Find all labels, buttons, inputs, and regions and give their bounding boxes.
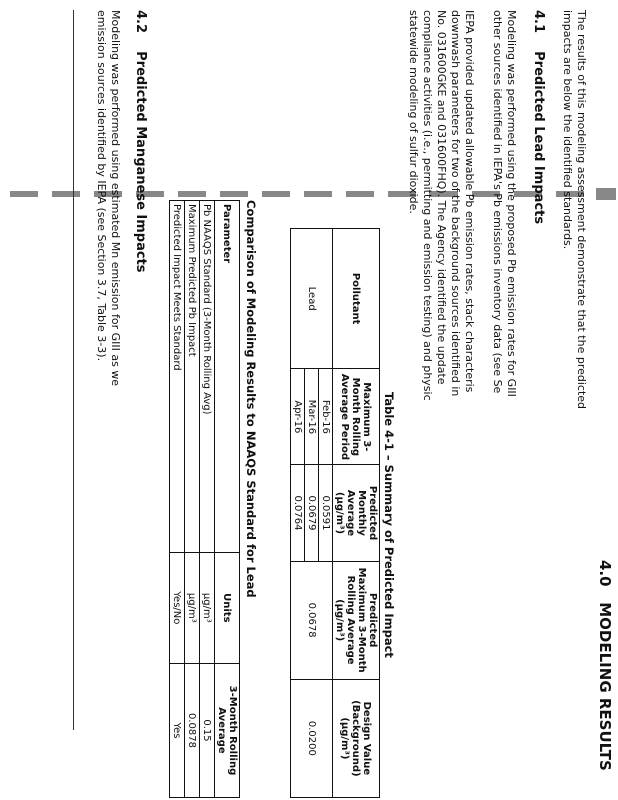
sec41-para2-line-1: IEPA provided updated allowable Pb emission rates, stack characteris: [463, 10, 476, 393]
value-cell: 0.0878: [185, 663, 200, 797]
section-heading: 4.0 MODELING RESULTS: [596, 560, 614, 771]
naaqs-comparison-table: [169, 200, 240, 798]
parameter-cell: Maximum Predicted Pb Impact: [185, 201, 200, 553]
parameter-cell: Predicted Impact Meets Standard: [170, 201, 185, 553]
max3-header: Maximum 3-Month Rolling Average Period: [333, 369, 380, 465]
predicted-impacts-table: [290, 228, 380, 798]
sec41-para2-line-4: compliance activities (i.e., permitting and emission testing) and physic: [421, 10, 434, 401]
pollutant-cell: Lead: [291, 229, 333, 369]
predmax-header: Predicted Maximum 3-Month Rolling Average (µg/m³): [333, 561, 380, 679]
rotated-document-page: [58, 0, 618, 800]
design-header: Design Value (Background) (µg/m³): [333, 679, 380, 797]
intro-line-2: impacts are below the identified standards.: [561, 10, 574, 250]
parameter-header: Parameter: [215, 201, 240, 553]
sec42-para-line-2: emission sources identified by IEPA (see Section 3.7, Table 3-3).: [95, 10, 108, 362]
table-row: [200, 201, 215, 798]
pollutant-header: Pollutant: [333, 229, 380, 369]
table-row: [185, 201, 200, 798]
period-cell: Apr-16: [291, 369, 305, 465]
sec41-para2-line-5: statewide modeling of sulfur dioxide.: [407, 10, 420, 214]
sec41-para1-line-2: other sources identified in IEPA's Pb emissions inventory data (see Se: [491, 10, 504, 394]
predmax-cell: 0.0678: [291, 561, 333, 679]
subsection-4-1-heading: 4.1 Predicted Lead Impacts: [531, 10, 546, 225]
value-cell: 0.15: [200, 663, 215, 797]
units-header: Units: [215, 552, 240, 663]
value-header: 3-Month Rolling Average: [215, 663, 240, 797]
subsection-4-2-heading: 4.2 Predicted Manganese Impacts: [133, 10, 148, 273]
table2-caption: Comparison of Modeling Results to NAAQS Standard for Lead: [244, 200, 258, 598]
table-header-row: [333, 229, 380, 798]
design-cell: 0.0200: [291, 679, 333, 797]
period-cell: Mar-16: [305, 369, 319, 465]
sec41-para2-line-3: No. 031600GKE and 031600FHQ). The Agency identified the update: [435, 10, 448, 385]
units-cell: µg/m³: [185, 552, 200, 663]
units-cell: µg/m³: [200, 552, 215, 663]
sec41-para1-line-1: Modeling was performed using the proposed Pb emission rates for GIII: [505, 10, 518, 397]
monthly-cell: 0.0764: [291, 465, 305, 561]
footer-rule: [73, 10, 74, 730]
intro-line-1: The results of this modeling assessment demonstrate that the predicted: [575, 10, 588, 410]
sec41-para2-line-2: downwash parameters for two of the background sources identified in: [449, 10, 462, 397]
table1-caption: Table 4-1 – Summary of Predicted Impact: [382, 392, 396, 658]
units-cell: Yes/No: [170, 552, 185, 663]
period-cell: Feb-16: [319, 369, 333, 465]
table-header-row: [215, 201, 240, 798]
sec42-para-line-1: Modeling was performed using estimated Mn emission for GIII as we: [109, 10, 122, 387]
parameter-cell: Pb NAAQS Standard (3-Month Rolling Avg): [200, 201, 215, 553]
monthly-cell: 0.0679: [305, 465, 319, 561]
monthly-cell: 0.0591: [319, 465, 333, 561]
monthly-header: Predicted Monthly Average (µg/m³): [333, 465, 380, 561]
value-cell: Yes: [170, 663, 185, 797]
table-row: [319, 229, 333, 798]
table-row: [170, 201, 185, 798]
